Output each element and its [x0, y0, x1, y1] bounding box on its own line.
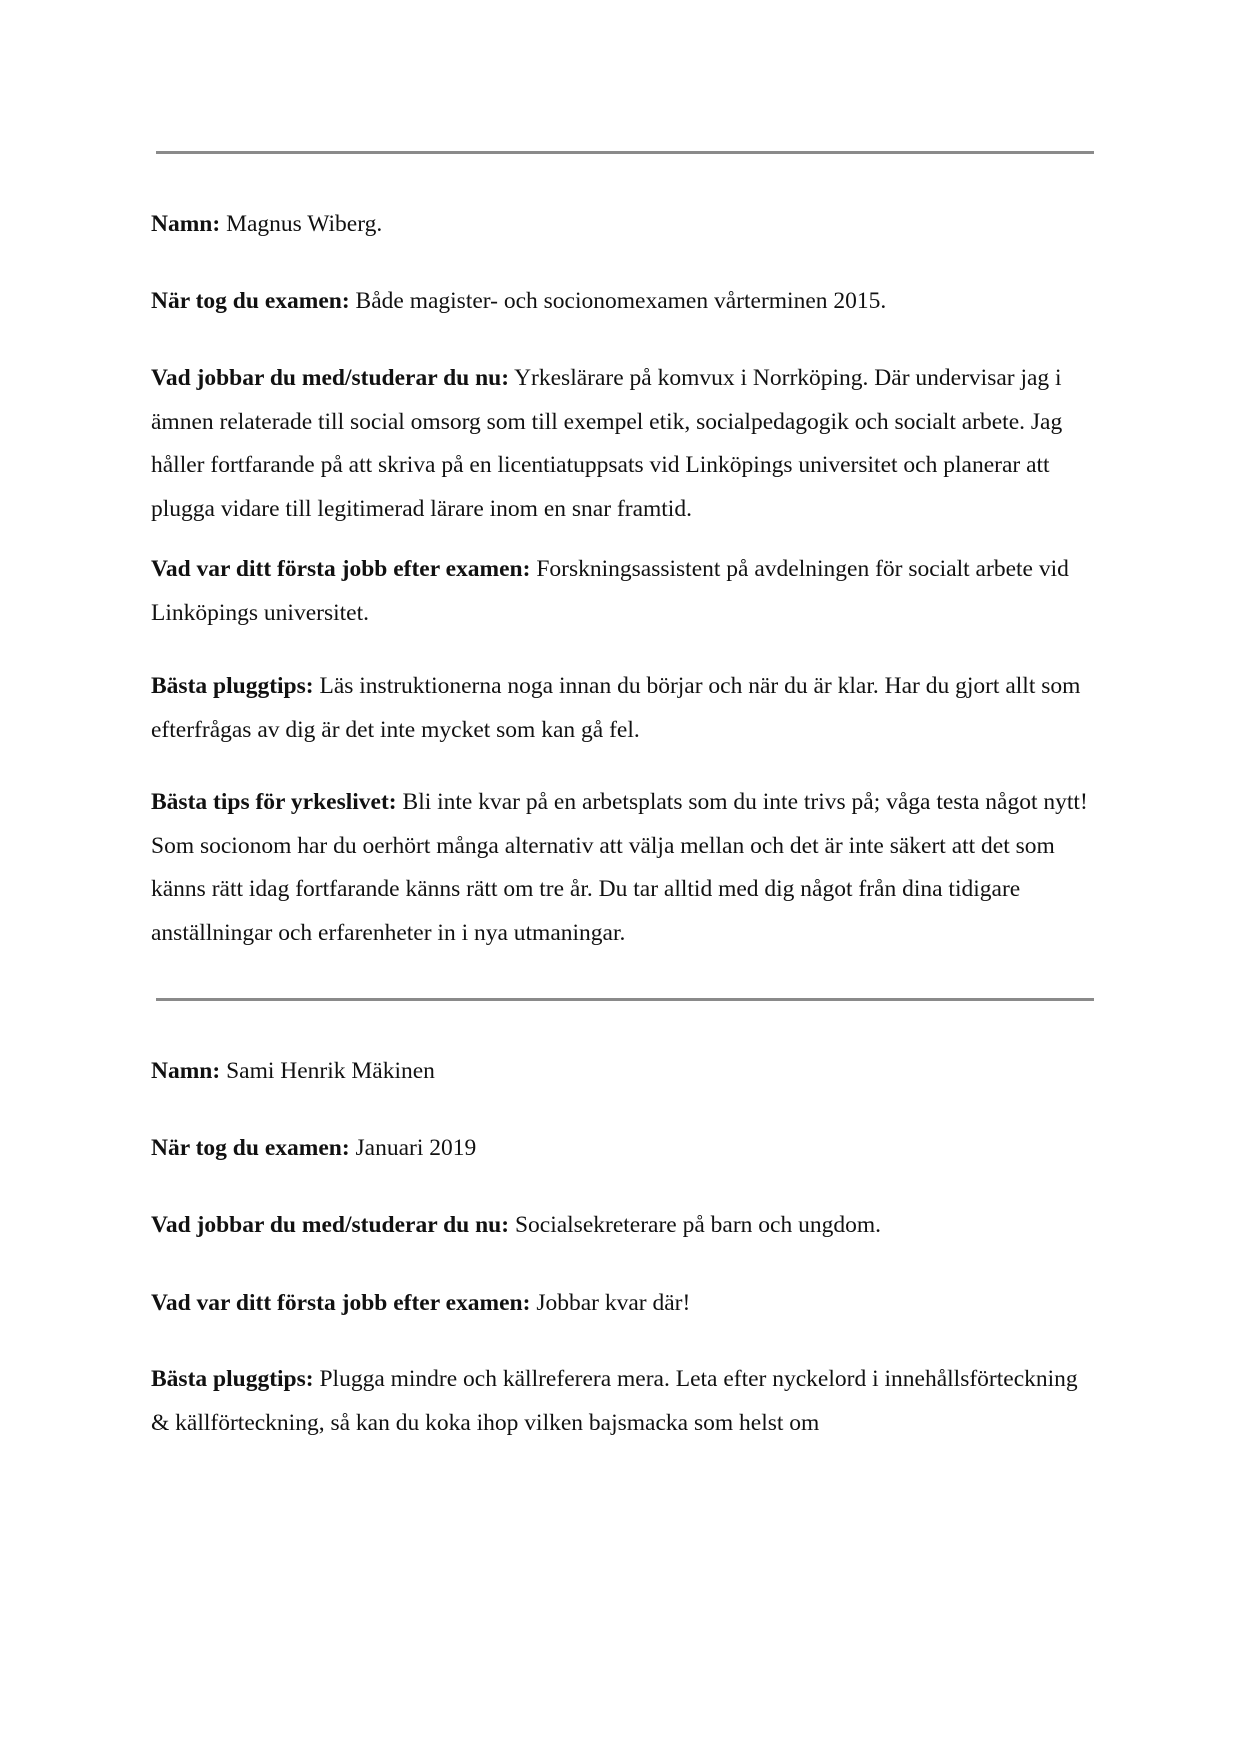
field-value: Forskningsassistent på avdelningen för socialt arbete vid Linköpings universitet. [151, 556, 1069, 626]
field-label: Vad jobbar du med/studerar du nu: [151, 1212, 510, 1238]
field-label: Vad jobbar du med/studerar du nu: [151, 365, 510, 391]
section-divider [156, 151, 1094, 154]
field-value: Yrkeslärare på komvux i Norrköping. Där undervisar jag i ämnen relaterade till social omsorg som till exempel etik, socialpedagogik och socialt arbete. Jag håller fortfarande på att skriva på en licentiatuppsats vid Linköpings universitet och planerar att plugga vidare till legitimerad lärare inom en snar framtid. [151, 365, 1063, 522]
field-value: Socialsekreterare på barn och ungdom. [514, 1212, 882, 1238]
field-label: När tog du examen: [151, 288, 350, 314]
field-exam-date [151, 280, 1096, 324]
field-value: Jobbar kvar där! [536, 1290, 691, 1316]
field-current-work [151, 357, 1096, 531]
field-study-tips [151, 665, 1096, 752]
field-label: Namn: [151, 1058, 221, 1084]
field-value: Sami Henrik Mäkinen [226, 1058, 435, 1084]
field-value: Plugga mindre och källreferera mera. Leta efter nyckelord i innehållsförteckning & källförteckning, så kan du koka ihop vilken bajsmacka som helst om [151, 1366, 1078, 1436]
field-first-job [151, 548, 1096, 635]
field-exam-date [151, 1127, 1096, 1171]
field-first-job [151, 1282, 1096, 1326]
field-study-tips [151, 1358, 1096, 1445]
field-value: Januari 2019 [355, 1135, 477, 1161]
field-label: Vad var ditt första jobb efter examen: [151, 556, 531, 582]
field-value: Läs instruktionerna noga innan du börjar och när du är klar. Har du gjort allt som efterfrågas av dig är det inte mycket som kan gå fel. [151, 673, 1081, 743]
field-label: Vad var ditt första jobb efter examen: [151, 1290, 531, 1316]
field-label: Bästa tips för yrkeslivet: [151, 789, 397, 815]
field-career-tips [151, 781, 1096, 955]
field-label: Bästa pluggtips: [151, 1366, 314, 1392]
field-value: Bli inte kvar på en arbetsplats som du inte trivs på; våga testa något nytt! Som socionom har du oerhört många alternativ att välja mellan och det är inte säkert att det som känns rätt idag fortfarande känns rätt om tre år. Du tar alltid med dig något från dina tidigare anställningar och erfarenheter in i nya utmaningar. [151, 789, 1088, 946]
section-divider [156, 998, 1094, 1001]
field-current-work [151, 1204, 1096, 1248]
field-value: Både magister- och socionomexamen vårterminen 2015. [355, 288, 887, 314]
field-label: När tog du examen: [151, 1135, 350, 1161]
field-value: Magnus Wiberg. [226, 211, 383, 237]
field-label: Namn: [151, 211, 221, 237]
field-name [151, 203, 1096, 247]
field-name [151, 1050, 1096, 1094]
field-label: Bästa pluggtips: [151, 673, 314, 699]
